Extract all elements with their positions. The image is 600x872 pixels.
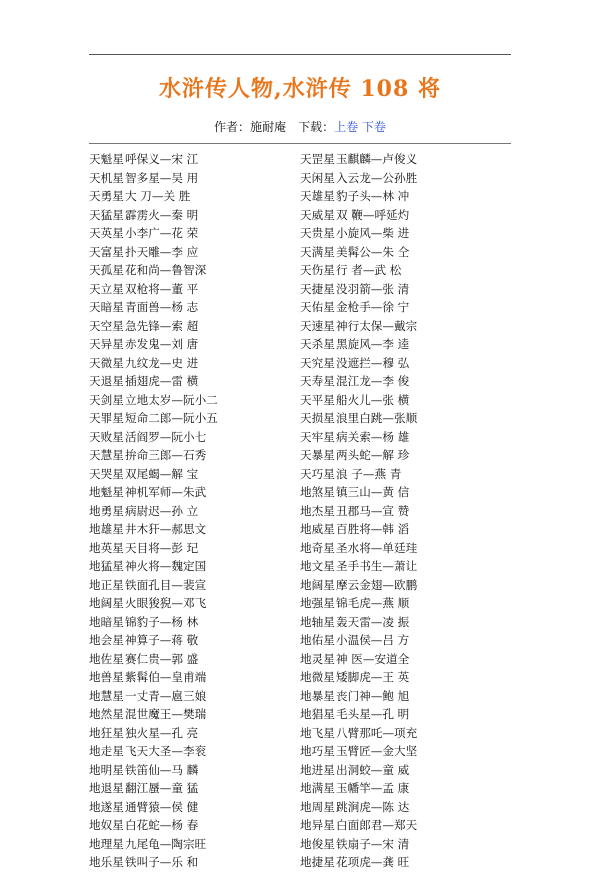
- right-column: [300, 150, 520, 872]
- hero-name: 神火将—魏定国: [125, 559, 207, 573]
- list-item: [89, 520, 309, 539]
- hero-name: 赤发鬼—刘 唐: [125, 337, 199, 351]
- list-item: [300, 335, 520, 354]
- hero-name: 玉幡竿—孟 康: [336, 781, 410, 795]
- star-name: 天机星: [89, 170, 124, 185]
- list-item: [89, 613, 309, 632]
- list-item: [300, 446, 520, 465]
- list-item: [300, 261, 520, 280]
- hero-name: 没遮拦—穆 弘: [336, 355, 410, 370]
- list-item: [300, 798, 520, 817]
- list-item: [89, 742, 309, 761]
- list-item: [300, 724, 520, 743]
- star-name: 天杀星: [300, 337, 335, 351]
- list-item: [89, 668, 309, 687]
- list-item: [300, 853, 520, 872]
- list-item: [89, 705, 309, 724]
- list-item: [300, 835, 520, 854]
- hero-name: 锦毛虎—燕 顺: [336, 596, 410, 610]
- byline: [0, 119, 600, 135]
- list-item: [89, 224, 309, 243]
- star-name: 天哭星: [89, 466, 124, 481]
- star-name: 天满星: [300, 244, 335, 259]
- hero-name: 九尾龟—陶宗旺: [125, 836, 207, 851]
- list-item: [300, 298, 520, 317]
- hero-name: 急先锋—索 超: [125, 318, 199, 333]
- star-name: 地阔星: [300, 577, 335, 592]
- hero-name: 没羽箭—张 清: [336, 281, 410, 296]
- star-name: 地阔星: [89, 596, 124, 610]
- hero-name: 九纹龙—史 进: [125, 355, 199, 370]
- list-item: [300, 668, 520, 687]
- hero-name: 百胜将—韩 滔: [336, 522, 410, 536]
- star-name: 天闲星: [300, 170, 335, 185]
- list-item: [89, 335, 309, 354]
- star-name: 地灵星: [300, 651, 335, 666]
- list-item: [300, 372, 520, 391]
- star-name: 天贵星: [300, 226, 335, 240]
- list-item: [89, 557, 309, 576]
- hero-name: 神行太保—戴宗: [336, 318, 418, 333]
- hero-name: 青面兽—杨 志: [125, 300, 199, 314]
- star-name: 天速星: [300, 318, 335, 333]
- hero-name: 铁面孔目—裴宣: [125, 577, 207, 592]
- download-link-vol2[interactable]: 下卷: [361, 120, 386, 134]
- list-item: [300, 705, 520, 724]
- star-name: 地佑星: [300, 633, 335, 647]
- hero-name: 黑旋风—李 逵: [336, 337, 410, 351]
- star-name: 天罪星: [89, 411, 124, 425]
- hero-name: 神算子—蒋 敬: [125, 633, 199, 647]
- list-item: [89, 446, 309, 465]
- star-name: 地遂星: [89, 799, 124, 814]
- hero-name: 紫髯伯—皇甫端: [125, 670, 207, 684]
- star-name: 天退星: [89, 374, 124, 388]
- list-item: [89, 261, 309, 280]
- star-name: 天究星: [300, 355, 335, 370]
- list-item: [89, 150, 309, 169]
- star-name: 地暴星: [300, 688, 335, 703]
- star-name: 地乐星: [89, 855, 124, 869]
- list-item: [89, 187, 309, 206]
- hero-name: 行 者—武 松: [336, 263, 402, 277]
- star-name: 地周星: [300, 799, 335, 814]
- list-item: [300, 687, 520, 706]
- star-name: 地然星: [89, 707, 124, 721]
- list-item: [300, 520, 520, 539]
- star-name: 地猖星: [300, 707, 335, 721]
- list-item: [89, 798, 309, 817]
- star-name: 地慧星: [89, 688, 124, 703]
- star-name: 地走星: [89, 744, 124, 758]
- star-name: 地理星: [89, 836, 124, 851]
- star-name: 天威星: [300, 207, 335, 222]
- star-name: 天寿星: [300, 374, 335, 388]
- hero-name: 豹子头—林 冲: [336, 189, 410, 203]
- hero-name: 病关索—杨 雄: [336, 429, 410, 444]
- star-name: 地奴星: [89, 818, 124, 832]
- star-name: 天异星: [89, 337, 124, 351]
- star-name: 地正星: [89, 577, 124, 592]
- star-name: 地佐星: [89, 651, 124, 666]
- hero-name: 浪里白跳—张顺: [336, 411, 418, 425]
- hero-name: 神机军师—朱武: [125, 485, 207, 499]
- star-name: 天佑星: [300, 300, 335, 314]
- list-item: [300, 557, 520, 576]
- hero-name: 白面郎君—郑天: [336, 818, 418, 832]
- hero-name: 立地太岁—阮小二: [125, 392, 218, 407]
- hero-name: 拚命三郎—石秀: [125, 448, 207, 462]
- hero-name: 混世魔王—樊瑞: [125, 707, 207, 721]
- star-name: 地兽星: [89, 670, 124, 684]
- list-item: [89, 631, 309, 650]
- left-column: [89, 150, 309, 872]
- list-item: [300, 761, 520, 780]
- hero-name: 通臂猿—侯 健: [125, 799, 199, 814]
- list-item: [300, 280, 520, 299]
- list-item: [300, 483, 520, 502]
- hero-name: 独火星—孔 亮: [125, 725, 199, 740]
- star-name: 天牢星: [300, 429, 335, 444]
- list-item: [300, 465, 520, 484]
- hero-name: 插翅虎—雷 横: [125, 374, 199, 388]
- list-item: [89, 576, 309, 595]
- download-label: 下载：: [298, 120, 335, 134]
- list-item: [89, 853, 309, 872]
- hero-name: 丧门神—鲍 旭: [336, 688, 410, 703]
- hero-name: 美髯公—朱 仝: [336, 244, 410, 259]
- hero-name: 镇三山—黄 信: [336, 485, 410, 499]
- list-item: [89, 761, 309, 780]
- star-name: 天空星: [89, 318, 124, 333]
- list-item: [89, 594, 309, 613]
- star-name: 地明星: [89, 762, 124, 777]
- hero-name: 井木犴—郝思文: [125, 522, 207, 536]
- star-name: 天暗星: [89, 300, 124, 314]
- list-item: [300, 243, 520, 262]
- hero-name: 短命二郎—阮小五: [125, 411, 218, 425]
- hero-name: 智多星—吴 用: [125, 170, 199, 185]
- list-item: [300, 206, 520, 225]
- star-name: 天孤星: [89, 263, 124, 277]
- star-name: 天慧星: [89, 448, 124, 462]
- star-name: 天英星: [89, 226, 124, 240]
- star-name: 地捷星: [300, 855, 335, 869]
- star-name: 地杰星: [300, 503, 335, 518]
- star-name: 地满星: [300, 781, 335, 795]
- list-item: [300, 317, 520, 336]
- star-name: 地巧星: [300, 744, 335, 758]
- star-name: 天剑星: [89, 392, 124, 407]
- list-item: [89, 483, 309, 502]
- list-item: [300, 409, 520, 428]
- list-item: [300, 428, 520, 447]
- list-item: [300, 631, 520, 650]
- hero-name: 霹雳火—秦 明: [125, 207, 199, 222]
- hero-name: 活阎罗—阮小七: [125, 429, 207, 444]
- list-item: [89, 724, 309, 743]
- hero-name: 两头蛇—解 珍: [336, 448, 410, 462]
- hero-name: 浪 子—燕 青: [336, 466, 402, 481]
- hero-name: 小李广—花 荣: [125, 226, 199, 240]
- star-name: 地奇星: [300, 540, 335, 555]
- star-name: 天微星: [89, 355, 124, 370]
- hero-name: 船火儿—张 横: [336, 392, 410, 407]
- list-item: [300, 650, 520, 669]
- hero-name: 铁笛仙—马 麟: [125, 762, 199, 777]
- list-item: [300, 816, 520, 835]
- star-name: 天平星: [300, 392, 335, 407]
- star-name: 地微星: [300, 670, 335, 684]
- hero-name: 圣手书生—萧让: [336, 559, 418, 573]
- top-rule: [89, 54, 511, 55]
- list-item: [89, 835, 309, 854]
- star-name: 地异星: [300, 818, 335, 832]
- list-item: [89, 206, 309, 225]
- author-label: 作者：: [214, 120, 251, 134]
- star-name: 地文星: [300, 559, 335, 573]
- star-name: 地英星: [89, 540, 124, 555]
- hero-name: 双 鞭—呼延灼: [336, 207, 410, 222]
- list-item: [300, 742, 520, 761]
- hero-name: 火眼狻猊—邓飞: [125, 596, 207, 610]
- star-name: 地勇星: [89, 503, 124, 518]
- hero-name: 大 刀—关 胜: [125, 189, 191, 203]
- star-name: 天勇星: [89, 189, 124, 203]
- hero-name: 病尉迟—孙 立: [125, 503, 199, 518]
- hero-name: 飞天大圣—李衮: [125, 744, 207, 758]
- hero-name: 翻江蜃—童 猛: [125, 781, 199, 795]
- header-divider: [89, 143, 511, 144]
- star-name: 天富星: [89, 244, 124, 259]
- star-name: 天罡星: [300, 152, 335, 166]
- star-name: 地飞星: [300, 725, 335, 740]
- hero-name: 八臂那吒—项充: [336, 725, 418, 740]
- hero-name: 小温侯—吕 方: [336, 633, 410, 647]
- star-name: 地猛星: [89, 559, 124, 573]
- hero-name: 圣水将—单廷珪: [336, 540, 418, 555]
- star-name: 地退星: [89, 781, 124, 795]
- author-name: 施耐庵: [250, 120, 287, 134]
- page-title: 水浒传人物,水浒传 108 将: [159, 76, 441, 102]
- star-name: 地威星: [300, 522, 335, 536]
- list-item: [89, 539, 309, 558]
- list-item: [89, 816, 309, 835]
- hero-name: 呼保义—宋 江: [125, 152, 199, 166]
- list-item: [89, 650, 309, 669]
- list-item: [89, 169, 309, 188]
- star-name: 天伤星: [300, 263, 335, 277]
- list-item: [300, 391, 520, 410]
- hero-name: 出洞蛟—童 威: [336, 762, 410, 777]
- list-item: [89, 298, 309, 317]
- star-name: 地强星: [300, 596, 335, 610]
- list-item: [300, 354, 520, 373]
- hero-name: 锦豹子—杨 林: [125, 614, 199, 629]
- hero-name: 扑天雕—李 应: [125, 244, 199, 259]
- star-name: 天猛星: [89, 207, 124, 222]
- list-item: [300, 594, 520, 613]
- star-name: 天捷星: [300, 281, 335, 296]
- star-name: 天巧星: [300, 466, 335, 481]
- list-item: [300, 779, 520, 798]
- hero-name: 神 医—安道全: [336, 651, 410, 666]
- list-item: [300, 539, 520, 558]
- hero-name: 轰天雷—凌 振: [336, 614, 410, 629]
- list-item: [89, 391, 309, 410]
- download-link-vol1[interactable]: 上卷: [334, 120, 359, 134]
- hero-name: 摩云金翅—欧鹏: [336, 577, 418, 592]
- hero-name: 白花蛇—杨 春: [125, 818, 199, 832]
- hero-name: 小旋风—柴 进: [336, 226, 410, 240]
- hero-name: 天目将—彭 玘: [125, 540, 199, 555]
- hero-name: 金枪手—徐 宁: [336, 300, 410, 314]
- star-name: 天魁星: [89, 152, 124, 166]
- star-name: 地轴星: [300, 614, 335, 629]
- hero-name: 铁扇子—宋 清: [336, 836, 410, 851]
- star-name: 天雄星: [300, 189, 335, 203]
- list-item: [300, 502, 520, 521]
- hero-name: 双枪将—董 平: [125, 281, 199, 296]
- list-item: [89, 280, 309, 299]
- star-name: 地进星: [300, 762, 335, 777]
- star-name: 地会星: [89, 633, 124, 647]
- star-name: 天立星: [89, 281, 124, 296]
- list-item: [89, 687, 309, 706]
- star-name: 地狂星: [89, 725, 124, 740]
- star-name: 天败星: [89, 429, 124, 444]
- star-name: 地魁星: [89, 485, 124, 499]
- hero-name: 铁叫子—乐 和: [125, 855, 199, 869]
- star-name: 天暴星: [300, 448, 335, 462]
- list-item: [89, 428, 309, 447]
- list-item: [89, 779, 309, 798]
- list-item: [300, 169, 520, 188]
- hero-name: 入云龙—公孙胜: [336, 170, 418, 185]
- star-name: 地雄星: [89, 522, 124, 536]
- hero-name: 花项虎—龚 旺: [336, 855, 410, 869]
- hero-name: 混江龙—李 俊: [336, 374, 410, 388]
- list-item: [89, 372, 309, 391]
- hero-name: 玉臂匠—金大坚: [336, 744, 418, 758]
- star-name: 地俊星: [300, 836, 335, 851]
- hero-name: 一丈青—扈三娘: [125, 688, 207, 703]
- star-name: 地煞星: [300, 485, 335, 499]
- list-item: [89, 502, 309, 521]
- star-name: 天损星: [300, 411, 335, 425]
- hero-name: 赛仁贵—郭 盛: [125, 651, 199, 666]
- list-item: [89, 465, 309, 484]
- list-item: [300, 187, 520, 206]
- list-item: [89, 317, 309, 336]
- hero-name: 跳涧虎—陈 达: [336, 799, 410, 814]
- list-item: [300, 613, 520, 632]
- hero-name: 双尾蝎—解 宝: [125, 466, 199, 481]
- list-item: [300, 224, 520, 243]
- list-item: [300, 150, 520, 169]
- hero-name: 矮脚虎—王 英: [336, 670, 410, 684]
- list-item: [300, 576, 520, 595]
- star-name: 地暗星: [89, 614, 124, 629]
- hero-name: 玉麒麟—卢俊义: [336, 152, 418, 166]
- hero-name: 花和尚—鲁智深: [125, 263, 207, 277]
- hero-name: 毛头星—孔 明: [336, 707, 410, 721]
- list-item: [89, 409, 309, 428]
- list-item: [89, 354, 309, 373]
- list-item: [89, 243, 309, 262]
- hero-name: 丑郡马—宣 赞: [336, 503, 410, 518]
